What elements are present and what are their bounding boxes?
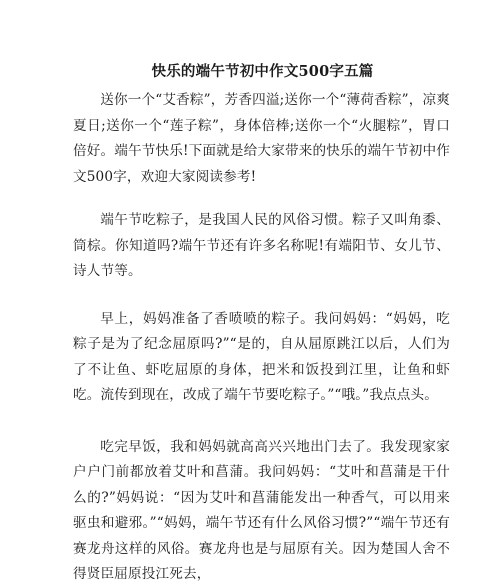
paragraph-zongzi: 端午节吃粽子，是我国人民的风俗习惯。粽子又叫角黍、筒棕。你知道吗?端午节还有许多名称呢!有端阳节、女儿节、诗人节等。 xyxy=(73,212,450,279)
paragraph-intro: 送你一个“艾香粽”，芳香四溢;送你一个“薄荷香粽”，凉爽夏日;送你一个“莲子粽”，身体倍棒;送你一个“火腿粽”，胃口倍好。端午节快乐!下面就是给大家带来的快乐的端午节初中作文500字，欢迎大家阅读参考! xyxy=(73,92,450,185)
paragraph-morning: 早上，妈妈准备了香喷喷的粽子。我问妈妈：“妈妈，吃粽子是为了纪念屈原吗?”“是的，自从屈原跳江以后，人们为了不让鱼、虾吃屈原的身体，把米和饭投到江里，让鱼和虾吃。流传到现在，改成了端午节要吃粽子。”“哦。”我点点头。 xyxy=(73,310,450,403)
document-title: 快乐的端午节初中作文500字五篇 xyxy=(151,63,374,80)
paragraph-outing: 吃完早饭，我和妈妈就高高兴兴地出门去了。我发现家家户户门前都放着艾叶和菖蒲。我问妈妈：“艾叶和菖蒲是干什么的?”妈妈说：“因为艾叶和菖蒲能发出一种香气，可以用来驱虫和避邪。”“妈妈，端午节还有什么风俗习惯?”“端午节还有赛龙舟这样的风俗。赛龙舟也是与屈原有关。因为楚国人舍不得贤臣屈原投江死去， xyxy=(73,438,450,582)
